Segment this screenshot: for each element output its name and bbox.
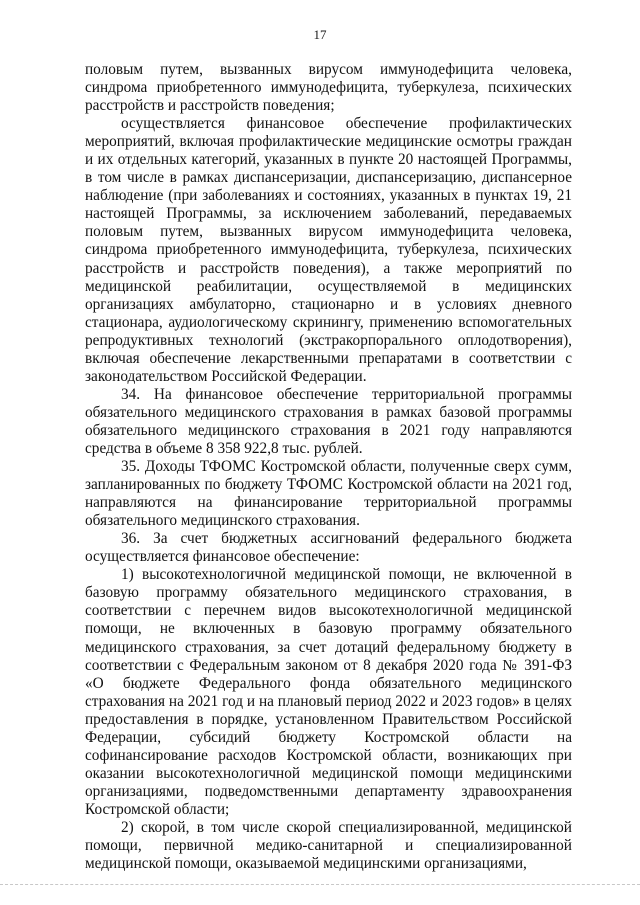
paragraph-36-item-1: 1) высокотехнологичной медицинской помощи, не включенной в базовую программу обязательного медицинского страхования, в соответствии с перечнем видов высокотехнологичной медицинской помощи, не включенных в базовую программу обязательного медицинского страхования, за счет дотаций федеральному бюджету в соответствии с Федеральным законом от 8 декабря 2020 года № 391-ФЗ «О бюджете Федерального фонда обязательного медицинского страхования на 2021 год и на плановый период 2022 и 2023 годов» в целях предоставления в порядке, установленном Правительством Российской Федерации, субсидий бюджету Костромской области на софинансирование расходов Костромской области, возникающих при оказании высокотехнологичной медицинской помощи медицинскими организациями, подведомственными департаменту здравоохранения Костромской области; — [85, 566, 572, 818]
paragraph-continuation: половым путем, вызванных вирусом иммунодефицита человека, синдрома приобретенного иммунодефицита, туберкулеза, психических расстройств и расстройств поведения; — [85, 61, 572, 115]
paragraph-36-item-2: 2) скорой, в том числе скорой специализированной, медицинской помощи, первичной медико-санитарной и специализированной медицинской помощи, оказываемой медицинскими организациями, — [85, 818, 572, 873]
paragraph-34: 34. На финансовое обеспечение территориальной программы обязательного медицинского страхования в рамках базовой программы обязательного медицинского страхования в 2021 году направляются средства в объеме 8 358 922,8 тыс. рублей. — [85, 385, 572, 457]
paragraph-preventive-measures: осуществляется финансовое обеспечение профилактических мероприятий, включая профилактические медицинские осмотры граждан и их отдельных категорий, указанных в пункте 20 настоящей Программы, в том числе в рамках диспансеризации, диспансеризацию, диспансерное наблюдение (при заболеваниях и состояниях, указанных в пунктах 19, 21 настоящей Программы, за исключением заболеваний, передаваемых половым путем, вызванных вирусом иммунодефицита человека, синдрома приобретенного иммунодефицита, туберкулеза, психических расстройств и расстройств поведения), а также мероприятий по медицинской реабилитации, осуществляемой в медицинских организациях амбулаторно, стационарно и в условиях дневного стационара, аудиологическому скринингу, применению вспомогательных репродуктивных технологий (экстракорпорального оплодотворения), включая обеспечение лекарственными препаратами в соответствии с законодательством Российской Федерации. — [85, 115, 572, 385]
document-body — [85, 61, 572, 873]
page-number: 17 — [313, 27, 327, 42]
page-bottom-edge — [0, 884, 640, 885]
paragraph-36: 36. За счет бюджетных ассигнований федерального бюджета осуществляется финансовое обеспечение: — [85, 530, 572, 566]
paragraph-35: 35. Доходы ТФОМС Костромской области, полученные сверх сумм, запланированных по бюджету ТФОМС Костромской области на 2021 год, направляются на финансирование территориальной программы обязательного медицинского страхования. — [85, 458, 572, 530]
